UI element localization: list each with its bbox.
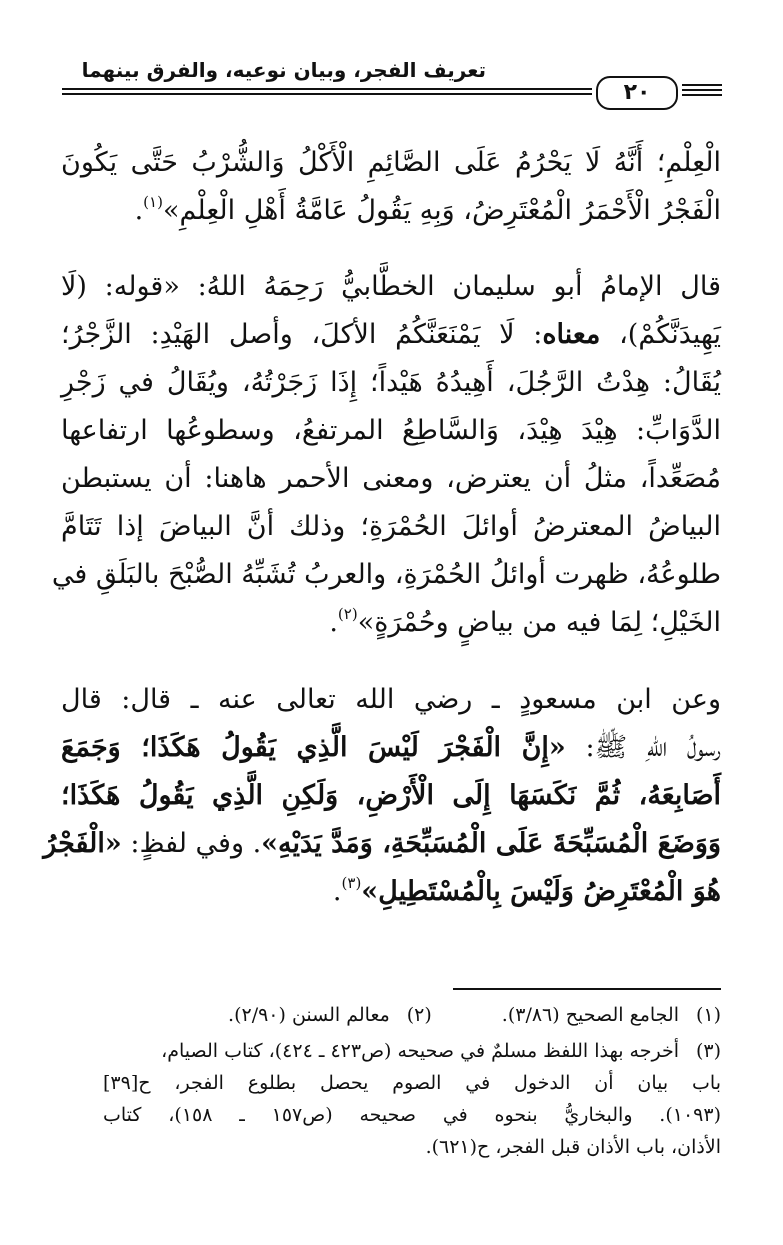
- hadith-text: «الْفَجْرُ: [43, 828, 122, 859]
- footnote-text: معالم السنن (٢/٩٠).: [228, 1004, 390, 1026]
- text: . وفي لفظٍ:: [121, 828, 262, 859]
- text: البياضُ المعترضُ أوائلَ الحُمْرَةِ؛ وذلك أنَّ البياضَ إذا تَتَامَّ: [61, 511, 721, 542]
- text-line: [61, 139, 721, 187]
- text-line: [43, 820, 721, 868]
- text: يُقَالُ: هِدْتُ الرَّجُلَ، أَهِيدُهُ هَيْداً؛ إِذَا زَجَرْتُهُ، ويُقَالُ في زَجْرِ: [61, 367, 721, 398]
- text: الْفَجْرُ الْأَحْمَرُ الْمُعْتَرِضُ، وَبِهِ يَقُولُ عَامَّةُ أَهْلِ الْعِلْمِ»: [162, 195, 721, 226]
- footnote-ref: (٢): [337, 605, 358, 623]
- header-ornament: [682, 84, 722, 98]
- text-line: [61, 263, 721, 311]
- hadith-text: «إِنَّ الْفَجْرَ لَيْسَ الَّذِي يَقُولُ هَكَذَا؛ وَجَمَعَ: [61, 732, 566, 763]
- text-line: [61, 407, 721, 455]
- text: يَهِيدَنَّكُمْ)،: [600, 319, 721, 350]
- footnote-ref: (١): [143, 193, 163, 211]
- page-number: ٢٠: [596, 76, 678, 110]
- text-line: [61, 676, 721, 724]
- text: رسولُ اللهِ ﷺ:: [565, 732, 722, 763]
- hadith-text: هُوَ الْمُعْتَرِضُ وَلَيْسَ بِالْمُسْتَطِيلِ»: [361, 876, 721, 907]
- footnote-ref: (٣): [341, 874, 362, 892]
- text: الخَيْلِ؛ لِمَا فيه من بياضٍ وحُمْرَةٍ»: [357, 607, 721, 638]
- footnote-row: [61, 1036, 721, 1066]
- hadith-text: وَوَضَعَ الْمُسَبِّحَةَ عَلَى الْمُسَبِّحَةِ، وَمَدَّ يَدَيْهِ»: [261, 828, 721, 859]
- footnote-number: (١): [695, 1004, 721, 1026]
- footnote-number: (٢): [406, 1004, 432, 1026]
- footnote-separator: [453, 988, 721, 990]
- text: الدَّوَابِّ: هِيْدَ هِيْدَ، وَالسَّاطِعُ المرتفعُ، وسطوعُها ارتفاعها: [61, 415, 721, 446]
- chapter-title: تعريف الفجر، وبيان نوعيه، والفرق بينهما: [81, 58, 486, 82]
- text-line: [61, 311, 721, 359]
- footnote-text: الأذان، باب الأذان قبل الفجر، ح(٦٢١).: [425, 1136, 721, 1158]
- text: طلوعُهُ، ظهرت أوائلُ الحُمْرَةِ، والعربُ تُشَبِّهُ الصُّبْحَ بالبَلَقِ في: [51, 559, 721, 590]
- footnote-text: (١٠٩٣). والبخاريُّ بنحوه في صحيحه (ص١٥٧ ـ ١٥٨)، كتاب: [103, 1104, 721, 1126]
- footnote-line: [103, 1100, 721, 1130]
- footnote-line: [103, 1132, 721, 1162]
- text: الْعِلْمِ؛ أَنَّهُ لَا يَحْرُمُ عَلَى الصَّائِمِ الْأَكْلُ وَالشُّرْبُ حَتَّى يَكُونَ: [61, 147, 721, 178]
- footnote-number: (٣): [695, 1040, 721, 1062]
- text-line: [61, 772, 721, 820]
- text-line: هُوَ الْمُعْتَرِضُ وَلَيْسَ بِالْمُسْتَطِيلِ»$^{(٣)}$.: [332, 874, 721, 907]
- text-line: [61, 503, 721, 551]
- header-rule-upper: [62, 88, 592, 90]
- text: : لَا يَمْنَعَنَّكُمُ الأكلَ، وأصل الهَيْدِ: الزَّجْرُ؛: [61, 319, 543, 350]
- text-line: [61, 724, 721, 772]
- footnote-text: باب بيان أن الدخول في الصوم يحصل بطلوع الفجر، ح[٣٩]: [103, 1072, 721, 1094]
- header-rule-lower: [62, 93, 592, 95]
- text-line: [61, 359, 721, 407]
- text-line: [61, 455, 721, 503]
- text: وعن ابن مسعودٍ ـ رضي الله تعالى عنه ـ قال: قال: [61, 684, 721, 715]
- footnote-text: أخرجه بهذا اللفظ مسلمٌ في صحيحه (ص٤٢٣ ـ ٤٢٤)، كتاب الصيام،: [161, 1040, 679, 1062]
- footnote-text: الجامع الصحيح (٣/٨٦).: [501, 1004, 679, 1026]
- text: قال الإمامُ أبو سليمان الخطَّابيُّ رَحِمَهُ اللهُ: «قوله: (لَا: [61, 271, 721, 302]
- text-line: الْفَجْرُ الْأَحْمَرُ الْمُعْتَرِضُ، وَبِهِ يَقُولُ عَامَّةُ أَهْلِ الْعِلْمِ»$^{(١)}$.: [134, 193, 721, 226]
- text-line: [51, 551, 721, 599]
- text-bold: معناه: [542, 319, 601, 350]
- page-header: [62, 52, 722, 112]
- footnote-row: [61, 1000, 721, 1030]
- text: مُصَعِّداً، مثلُ أن يعترض، ومعنى الأحمر هاهنا: أن يستبطن: [61, 463, 721, 494]
- footnote-line: [103, 1068, 721, 1098]
- hadith-text: أَصَابِعَهُ، ثُمَّ نَكَسَهَا إِلَى الْأَرْضِ، وَلَكِنِ الَّذِي يَقُولُ هَكَذَا؛: [61, 780, 721, 811]
- text-line: الخَيْلِ؛ لِمَا فيه من بياضٍ وحُمْرَةٍ»$^{(٢)}$.: [329, 605, 721, 638]
